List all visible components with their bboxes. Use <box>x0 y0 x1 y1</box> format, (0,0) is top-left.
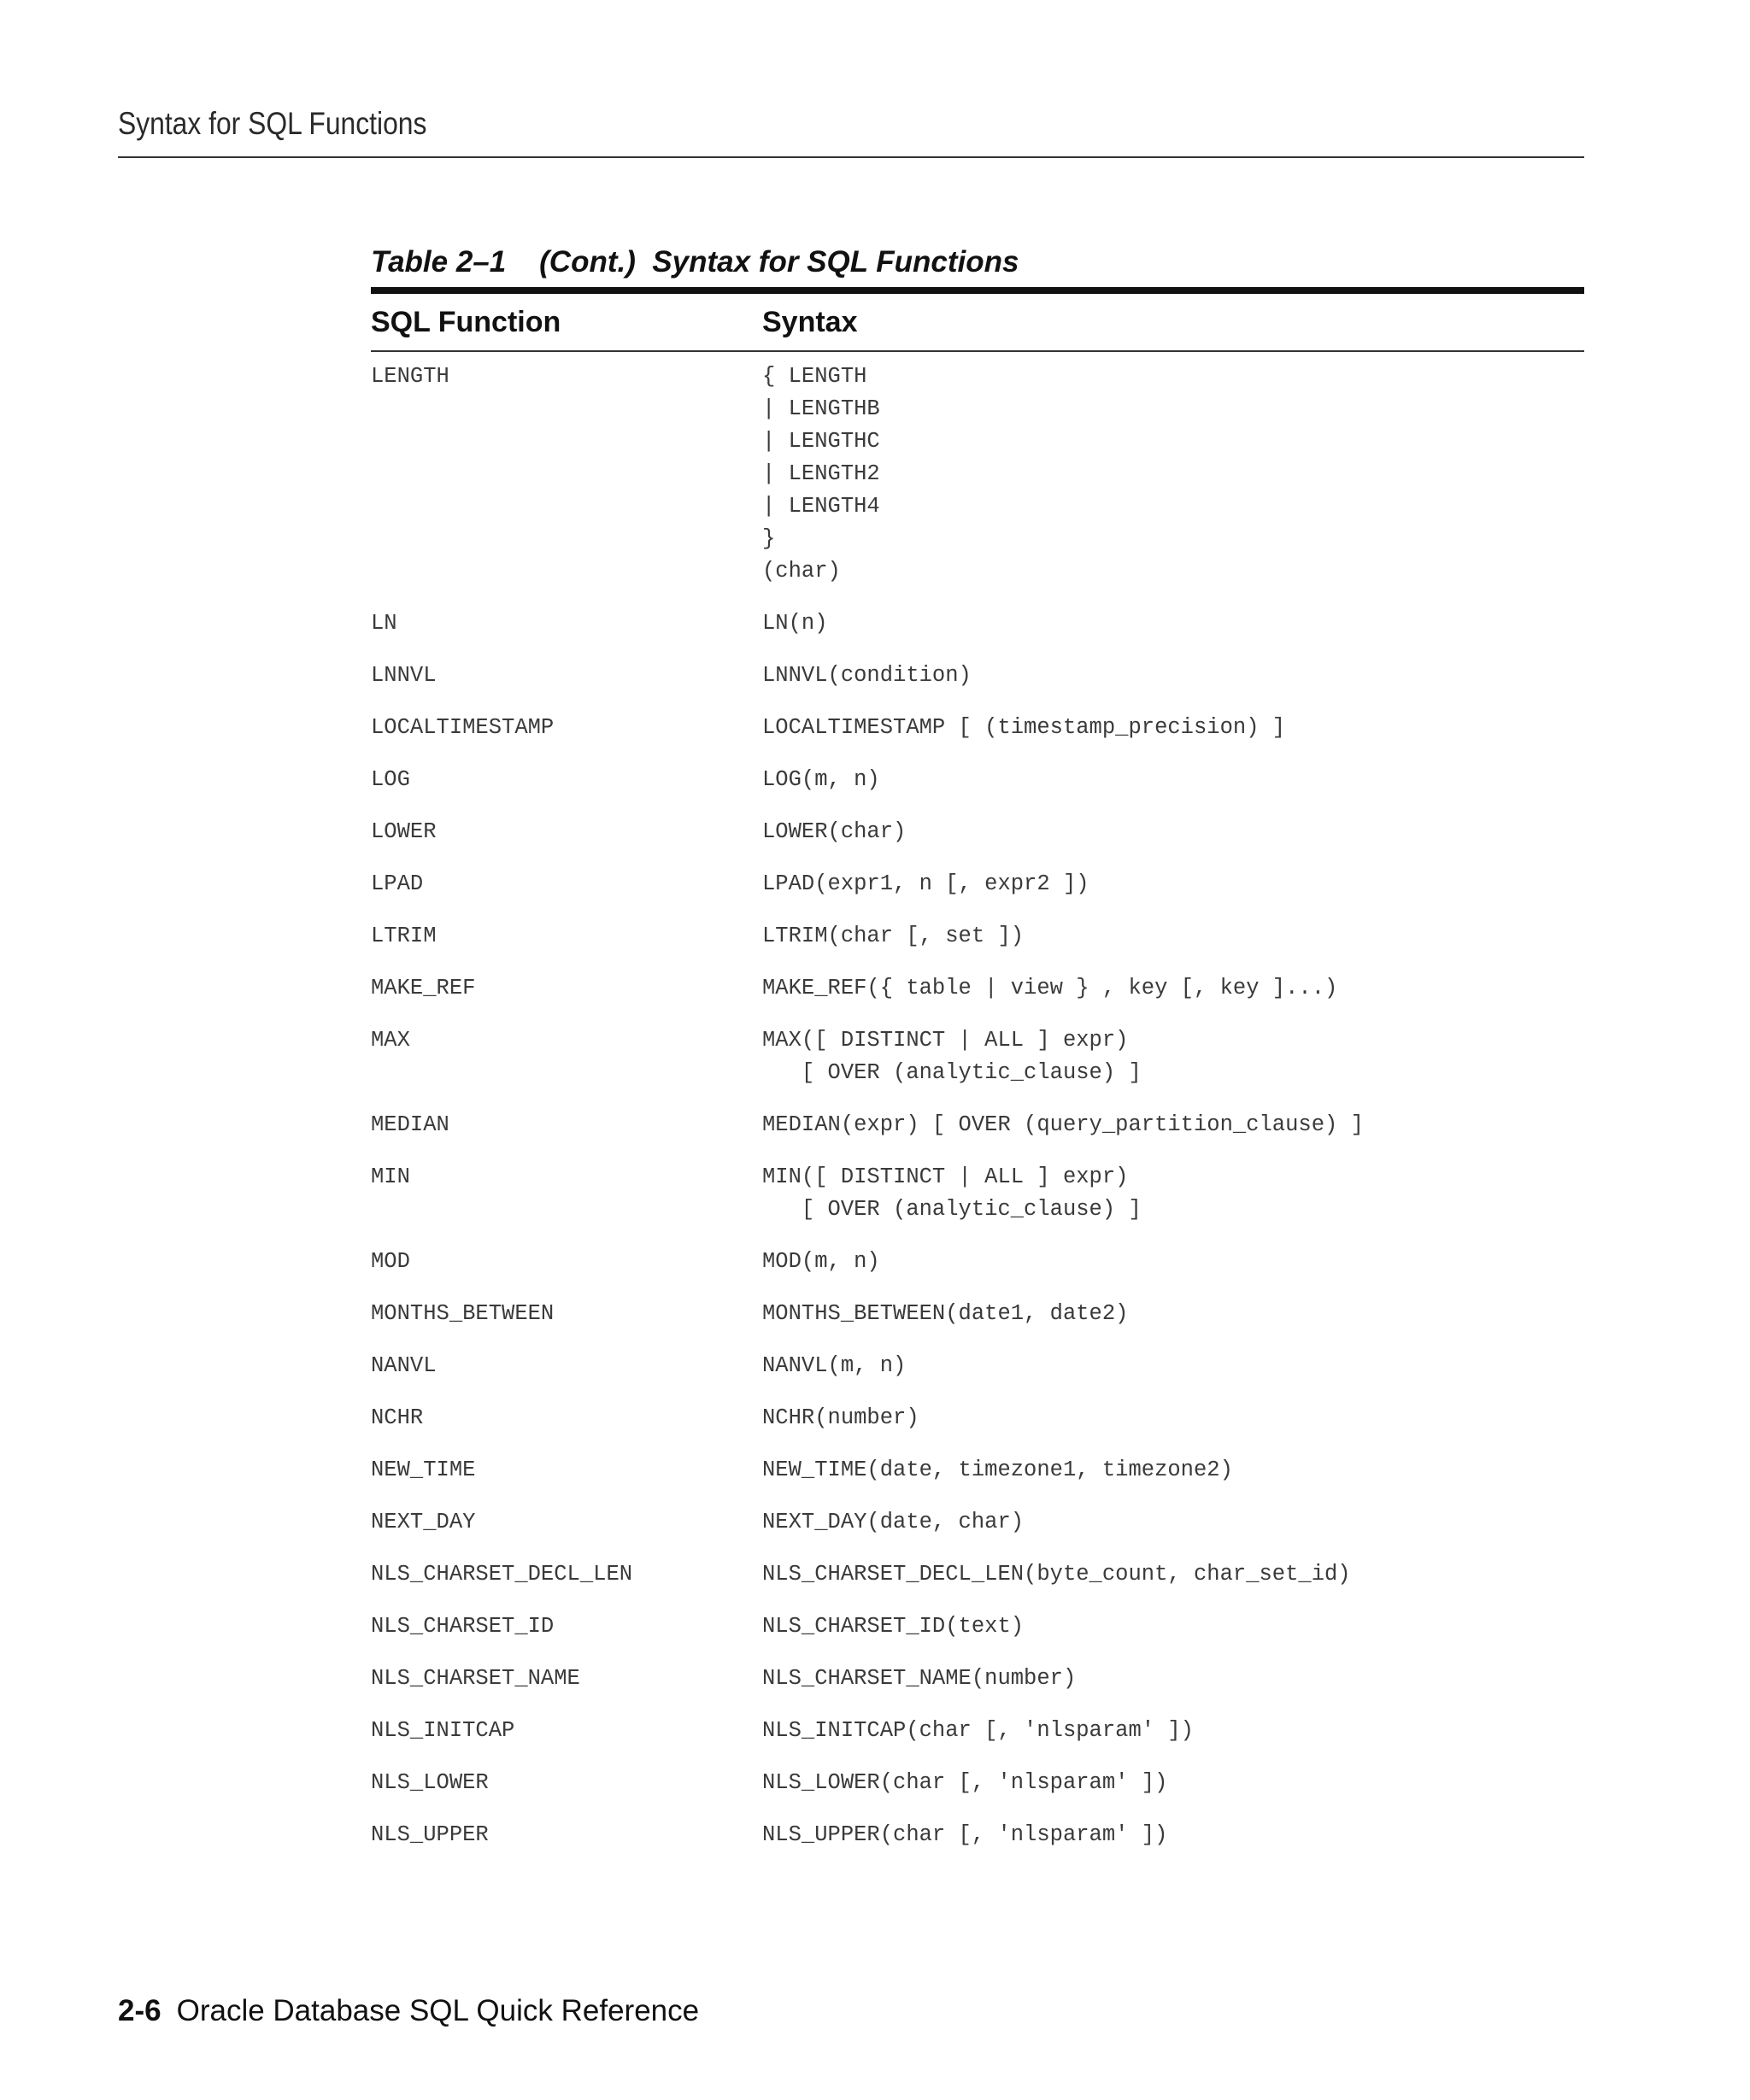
function-syntax <box>762 920 1584 953</box>
function-name: NLS_INITCAP <box>371 1718 515 1743</box>
syntax-line: LOWER(char) <box>762 819 907 844</box>
table-row <box>371 1610 1584 1643</box>
table-row <box>371 1715 1584 1747</box>
page-footer <box>118 1994 699 2028</box>
function-name: LNNVL <box>371 663 437 688</box>
function-name: LPAD <box>371 871 424 896</box>
function-name: LENGTH <box>371 364 449 389</box>
function-syntax <box>762 1767 1584 1799</box>
syntax-line: NLS_CHARSET_ID(text) <box>762 1614 1025 1639</box>
syntax-line: NLS_CHARSET_NAME(number) <box>762 1666 1077 1691</box>
function-syntax <box>762 1024 1584 1089</box>
table-row <box>371 1298 1584 1330</box>
function-syntax <box>762 868 1584 900</box>
syntax-line: NLS_UPPER(char [, 'nlsparam' ]) <box>762 1822 1168 1847</box>
syntax-line: LOG(m, n) <box>762 767 880 792</box>
function-name: MEDIAN <box>371 1112 449 1137</box>
syntax-line: NLS_INITCAP(char [, 'nlsparam' ]) <box>762 1718 1194 1743</box>
function-syntax <box>762 816 1584 848</box>
function-syntax <box>762 1350 1584 1382</box>
syntax-line: LN(n) <box>762 611 828 636</box>
table-row <box>371 1161 1584 1226</box>
running-header: Syntax for SQL Functions <box>118 106 427 141</box>
table-row <box>371 607 1584 640</box>
syntax-line: | LENGTH4 <box>762 494 880 519</box>
function-syntax <box>762 972 1584 1005</box>
function-name: MONTHS_BETWEEN <box>371 1301 555 1326</box>
syntax-line: NLS_LOWER(char [, 'nlsparam' ]) <box>762 1770 1168 1795</box>
function-name: NLS_CHARSET_ID <box>371 1614 555 1639</box>
function-syntax <box>762 361 1584 588</box>
function-syntax <box>762 1558 1584 1591</box>
function-name: NLS_UPPER <box>371 1822 489 1847</box>
syntax-table <box>371 243 1584 1871</box>
table-row <box>371 1402 1584 1434</box>
function-name: NCHR <box>371 1405 424 1430</box>
function-name: LN <box>371 611 397 636</box>
syntax-line: MAX([ DISTINCT | ALL ] expr) <box>762 1028 1129 1053</box>
syntax-line: LNNVL(condition) <box>762 663 972 688</box>
table-row <box>371 920 1584 953</box>
syntax-line: { LENGTH <box>762 364 867 389</box>
table-row <box>371 1506 1584 1539</box>
table-body <box>371 352 1584 1851</box>
table-row <box>371 660 1584 692</box>
table-top-rule <box>371 287 1584 294</box>
syntax-line: NCHR(number) <box>762 1405 919 1430</box>
function-name: NLS_CHARSET_DECL_LEN <box>371 1562 633 1587</box>
table-row <box>371 1819 1584 1851</box>
function-syntax <box>762 607 1584 640</box>
table-row <box>371 1558 1584 1591</box>
function-syntax <box>762 1663 1584 1695</box>
syntax-line: [ OVER (analytic_clause) ] <box>762 1060 1142 1085</box>
function-name: LOWER <box>371 819 437 844</box>
table-row <box>371 1767 1584 1799</box>
table-row <box>371 1024 1584 1089</box>
syntax-line: (char) <box>762 559 841 584</box>
syntax-line: NEW_TIME(date, timezone1, timezone2) <box>762 1458 1233 1482</box>
function-syntax <box>762 712 1584 744</box>
syntax-line: LOCALTIMESTAMP [ (timestamp_precision) ] <box>762 715 1286 740</box>
function-syntax <box>762 1454 1584 1487</box>
syntax-line: | LENGTH2 <box>762 461 880 486</box>
function-syntax <box>762 1715 1584 1747</box>
table-row <box>371 972 1584 1005</box>
function-name: NEW_TIME <box>371 1458 476 1482</box>
table-row <box>371 816 1584 848</box>
page-number: 2-6 <box>118 1994 161 2027</box>
function-name: MIN <box>371 1164 410 1189</box>
syntax-line: MEDIAN(expr) [ OVER (query_partition_clause) ] <box>762 1112 1364 1137</box>
function-syntax <box>762 1819 1584 1851</box>
syntax-line: LPAD(expr1, n [, expr2 ]) <box>762 871 1089 896</box>
syntax-line: MONTHS_BETWEEN(date1, date2) <box>762 1301 1129 1326</box>
function-name: NANVL <box>371 1353 437 1378</box>
function-name: NLS_CHARSET_NAME <box>371 1666 580 1691</box>
syntax-line: | LENGTHB <box>762 396 880 421</box>
function-name: LOG <box>371 767 410 792</box>
table-row <box>371 1454 1584 1487</box>
function-name: NLS_LOWER <box>371 1770 489 1795</box>
function-name: NEXT_DAY <box>371 1510 476 1534</box>
syntax-line: | LENGTHC <box>762 429 880 454</box>
table-row <box>371 1246 1584 1278</box>
syntax-line: NANVL(m, n) <box>762 1353 907 1378</box>
column-header-sql-function: SQL Function <box>371 305 561 338</box>
table-row <box>371 868 1584 900</box>
function-syntax <box>762 1610 1584 1643</box>
function-name: MOD <box>371 1249 410 1274</box>
function-syntax <box>762 1246 1584 1278</box>
book-title: Oracle Database SQL Quick Reference <box>176 1994 700 2027</box>
header-rule <box>118 156 1584 158</box>
syntax-line: MOD(m, n) <box>762 1249 880 1274</box>
syntax-line: LTRIM(char [, set ]) <box>762 924 1025 948</box>
column-header-syntax: Syntax <box>762 305 858 338</box>
function-name: LTRIM <box>371 924 437 948</box>
table-row <box>371 1663 1584 1695</box>
function-syntax <box>762 1402 1584 1434</box>
function-syntax <box>762 1506 1584 1539</box>
table-row <box>371 764 1584 796</box>
syntax-line: } <box>762 526 776 551</box>
table-row <box>371 361 1584 588</box>
function-syntax <box>762 764 1584 796</box>
function-syntax <box>762 1161 1584 1226</box>
table-row <box>371 712 1584 744</box>
syntax-line: MIN([ DISTINCT | ALL ] expr) <box>762 1164 1129 1189</box>
function-name: LOCALTIMESTAMP <box>371 715 555 740</box>
function-name: MAKE_REF <box>371 976 476 1000</box>
table-caption: Table 2–1 (Cont.) Syntax for SQL Functions <box>371 245 1019 279</box>
syntax-line: MAKE_REF({ table | view } , key [, key ]...) <box>762 976 1338 1000</box>
syntax-line: NLS_CHARSET_DECL_LEN(byte_count, char_set_id) <box>762 1562 1351 1587</box>
table-row <box>371 1109 1584 1141</box>
table-row <box>371 1350 1584 1382</box>
syntax-line: NEXT_DAY(date, char) <box>762 1510 1025 1534</box>
syntax-line: [ OVER (analytic_clause) ] <box>762 1197 1142 1222</box>
function-syntax <box>762 660 1584 692</box>
function-syntax <box>762 1109 1584 1141</box>
function-name: MAX <box>371 1028 410 1053</box>
function-syntax <box>762 1298 1584 1330</box>
table-header-row <box>371 294 1584 352</box>
